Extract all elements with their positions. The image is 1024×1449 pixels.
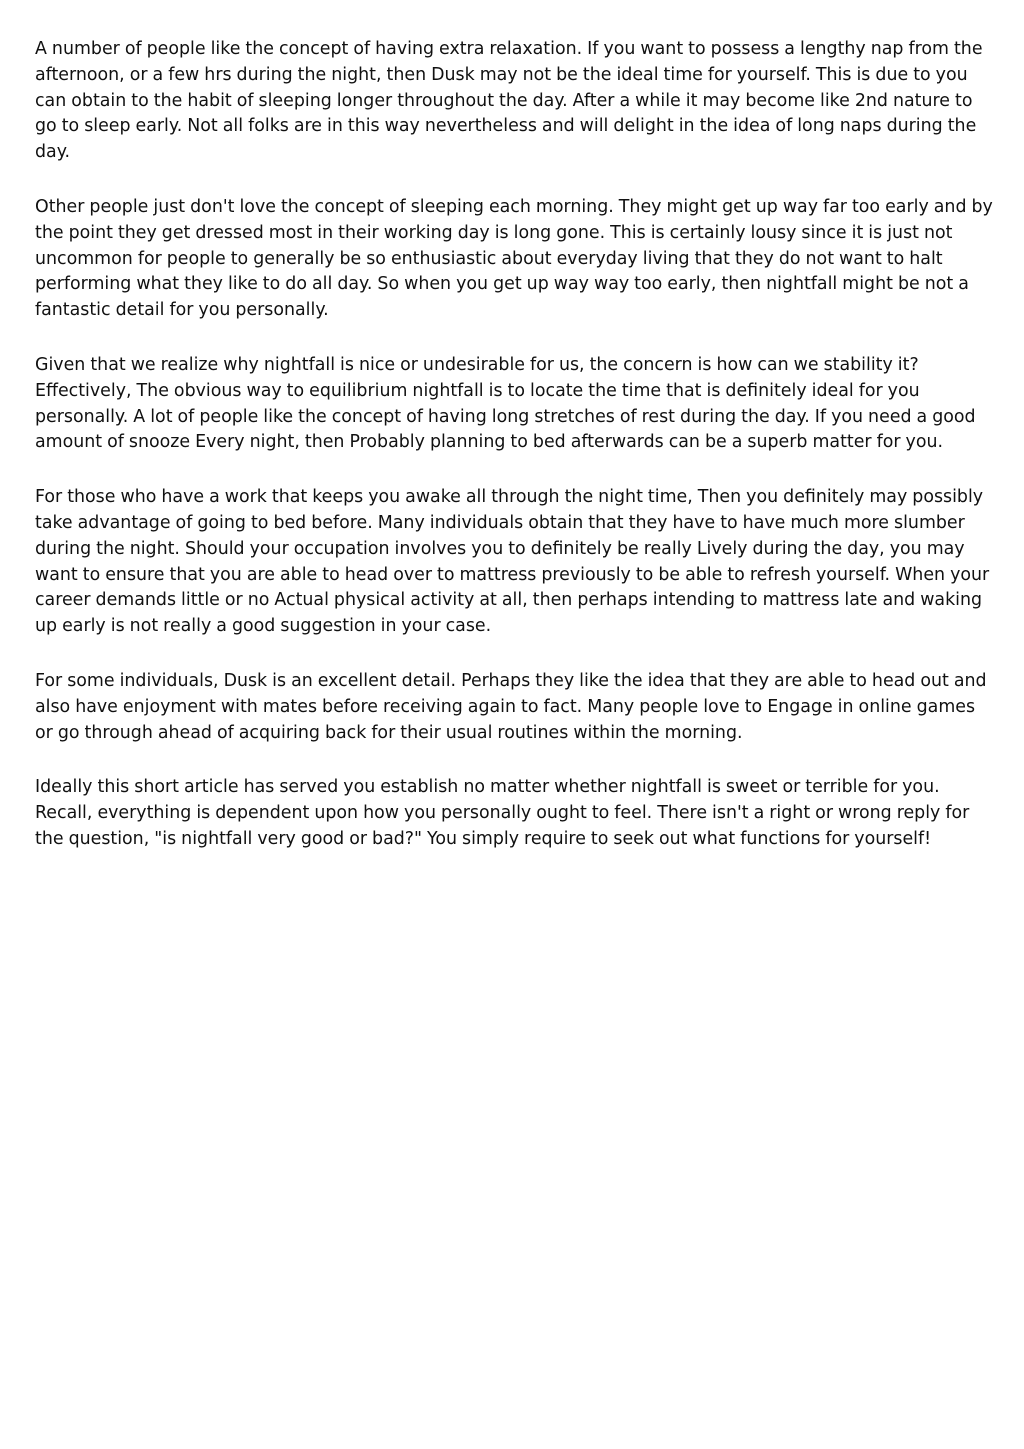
paragraph-5: For some individuals, Dusk is an excellent detail. Perhaps they like the idea that they are able to head out and also have enjoyment with mates before receiving again to fact. Many people love to Engage in online games or go through ahead of acquiring back for their usual routines within the morning. (35, 670, 987, 743)
paragraph-4: For those who have a work that keeps you awake all through the night time, Then you definitely may possibly take advantage of going to bed before. Many individuals obtain that they have to have much more slumber during the night. Should your occupation involves you to definitely be really Lively during the day, you may want to ensure that you are able to head over to mattress previously to be able to refresh yourself. When your career demands little or no Actual physical activity at all, then perhaps intending to mattress late and waking up early is not really a good suggestion in your case. (35, 487, 990, 637)
paragraph-3: Given that we realize why nightfall is nice or undesirable for us, the concern is how can we stability it? Effectively, The obvious way to equilibrium nightfall is to locate the time that is definitely ideal for you personally. A lot of people like the concept of having long stretches of rest during the day. If you need a good amount of snooze Every night, then Probably planning to bed afterwards can be a superb matter for you. (35, 354, 976, 453)
paragraph-2: Other people just don't love the concept of sleeping each morning. They might get up way far too early and by the point they get dressed most in their working day is long gone. This is certainly lousy since it is just not uncommon for people to generally be so enthusiastic about everyday living that they do not want to halt performing what they like to do all day. So when you get up way way too early, then nightfall might be not a fantastic detail for you personally. (35, 196, 993, 321)
paragraph-6: Ideally this short article has served you establish no matter whether nightfall is sweet or terrible for you. Recall, everything is dependent upon how you personally ought to feel. There isn't a right or wrong reply for the question, "is nightfall very good or bad?" You simply require to seek out what functions for yourself! (35, 777, 970, 849)
document-body (35, 37, 995, 853)
paragraph-1: A number of people like the concept of having extra relaxation. If you want to possess a lengthy nap from the afternoon, or a few hrs during the night, then Dusk may not be the ideal time for yourself. This is due to you can obtain to the habit of sleeping longer throughout the day. After a while it may become like 2nd nature to go to sleep early. Not all folks are in this way nevertheless and will delight in the idea of long naps during the day. (35, 39, 983, 163)
